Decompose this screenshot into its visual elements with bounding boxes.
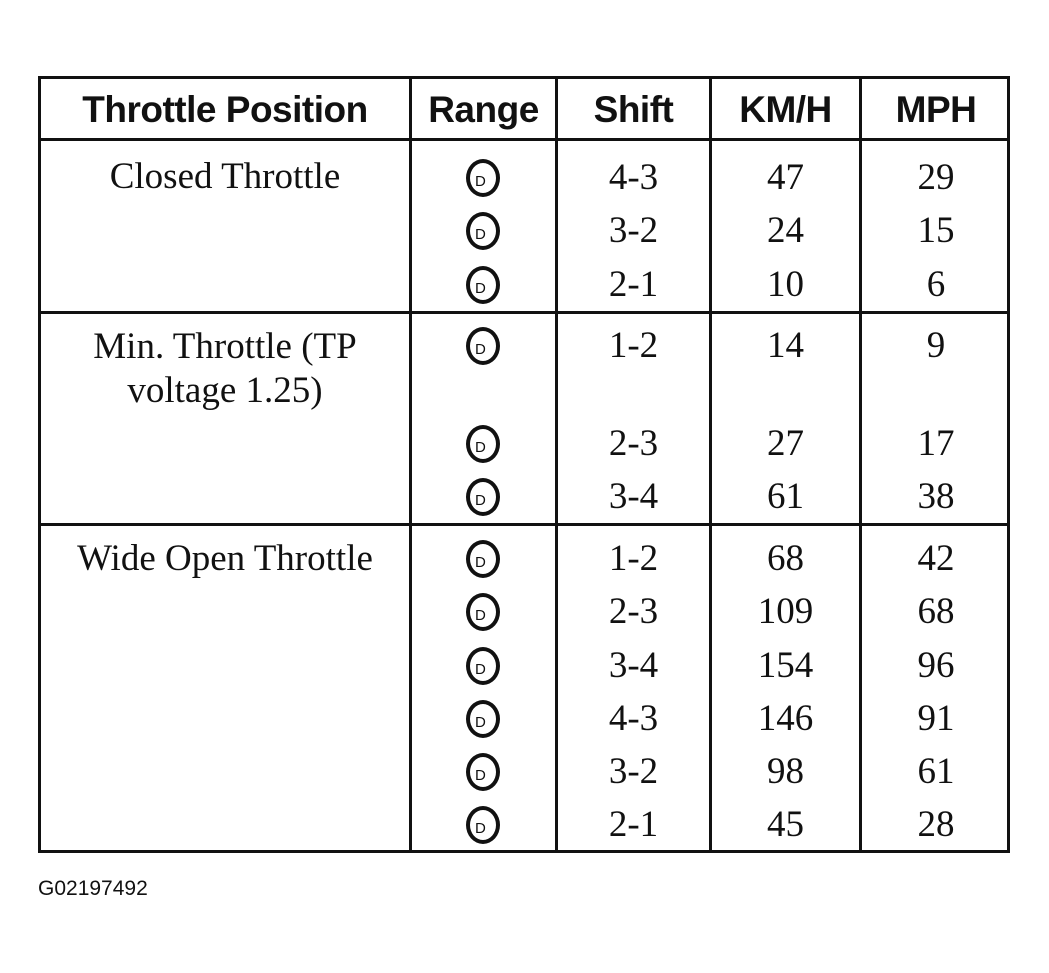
circled-d-icon [466,478,500,516]
range-label: D [475,820,486,837]
shift-cell: 4-3 [608,157,659,198]
kmh-cell: 10 [767,264,804,305]
header-mph: MPH [895,89,977,130]
header-range: Range [428,89,539,130]
mph-cell: 91 [917,698,955,739]
kmh-cell: 27 [767,423,804,464]
circled-d-icon [466,593,500,631]
mph-cell: 17 [917,423,955,464]
circled-d-icon [466,753,500,791]
shift-cell: 4-3 [608,698,659,739]
group-divider [41,523,1007,526]
shift-cell: 1-2 [608,538,659,579]
shift-cell: 3-4 [608,645,659,686]
column-divider [409,79,412,850]
kmh-cell: 68 [767,538,804,579]
mph-cell: 29 [917,157,955,198]
range-label: D [475,661,486,678]
throttle-position-wide-open: Wide Open Throttle [77,538,373,579]
header-throttle-position: Throttle Position [82,89,368,130]
kmh-cell: 109 [757,591,814,632]
mph-cell: 38 [917,476,955,517]
kmh-cell: 45 [767,804,804,845]
circled-d-icon [466,327,500,365]
header-kmh: KM/H [739,89,832,130]
range-label: D [475,767,486,784]
throttle-position-min-line2: voltage 1.25) [127,370,323,411]
range-label: D [475,341,486,358]
kmh-cell: 146 [757,698,814,739]
mph-cell: 68 [917,591,955,632]
circled-d-icon [466,540,500,578]
mph-cell: 28 [917,804,955,845]
circled-d-icon [466,806,500,844]
mph-cell: 6 [926,264,946,305]
range-label: D [475,714,486,731]
circled-d-icon [466,700,500,738]
kmh-cell: 98 [767,751,804,792]
mph-cell: 9 [926,325,946,366]
circled-d-icon [466,159,500,197]
shift-speed-table [38,76,1010,853]
kmh-cell: 24 [767,210,804,251]
mph-cell: 15 [917,210,955,251]
range-label: D [475,492,486,509]
mph-cell: 42 [917,538,955,579]
circled-d-icon [466,266,500,304]
circled-d-icon [466,212,500,250]
throttle-position-min-line1: Min. Throttle (TP [93,326,357,367]
shift-cell: 2-3 [608,423,659,464]
range-label: D [475,607,486,624]
shift-cell: 1-2 [608,325,659,366]
mph-cell: 96 [917,645,955,686]
shift-cell: 2-1 [608,804,659,845]
range-label: D [475,226,486,243]
circled-d-icon [466,647,500,685]
mph-cell: 61 [917,751,955,792]
range-label: D [475,554,486,571]
kmh-cell: 61 [767,476,804,517]
shift-cell: 2-3 [608,591,659,632]
group-divider [41,311,1007,314]
figure-id: G02197492 [38,877,148,900]
shift-cell: 3-2 [608,751,659,792]
kmh-cell: 47 [767,157,804,198]
kmh-cell: 14 [767,325,804,366]
range-label: D [475,280,486,297]
throttle-position-closed: Closed Throttle [109,156,341,197]
range-label: D [475,439,486,456]
shift-cell: 2-1 [608,264,659,305]
kmh-cell: 154 [757,645,814,686]
shift-cell: 3-2 [608,210,659,251]
range-label: D [475,173,486,190]
circled-d-icon [466,425,500,463]
header-shift: Shift [593,89,674,130]
shift-cell: 3-4 [608,476,659,517]
